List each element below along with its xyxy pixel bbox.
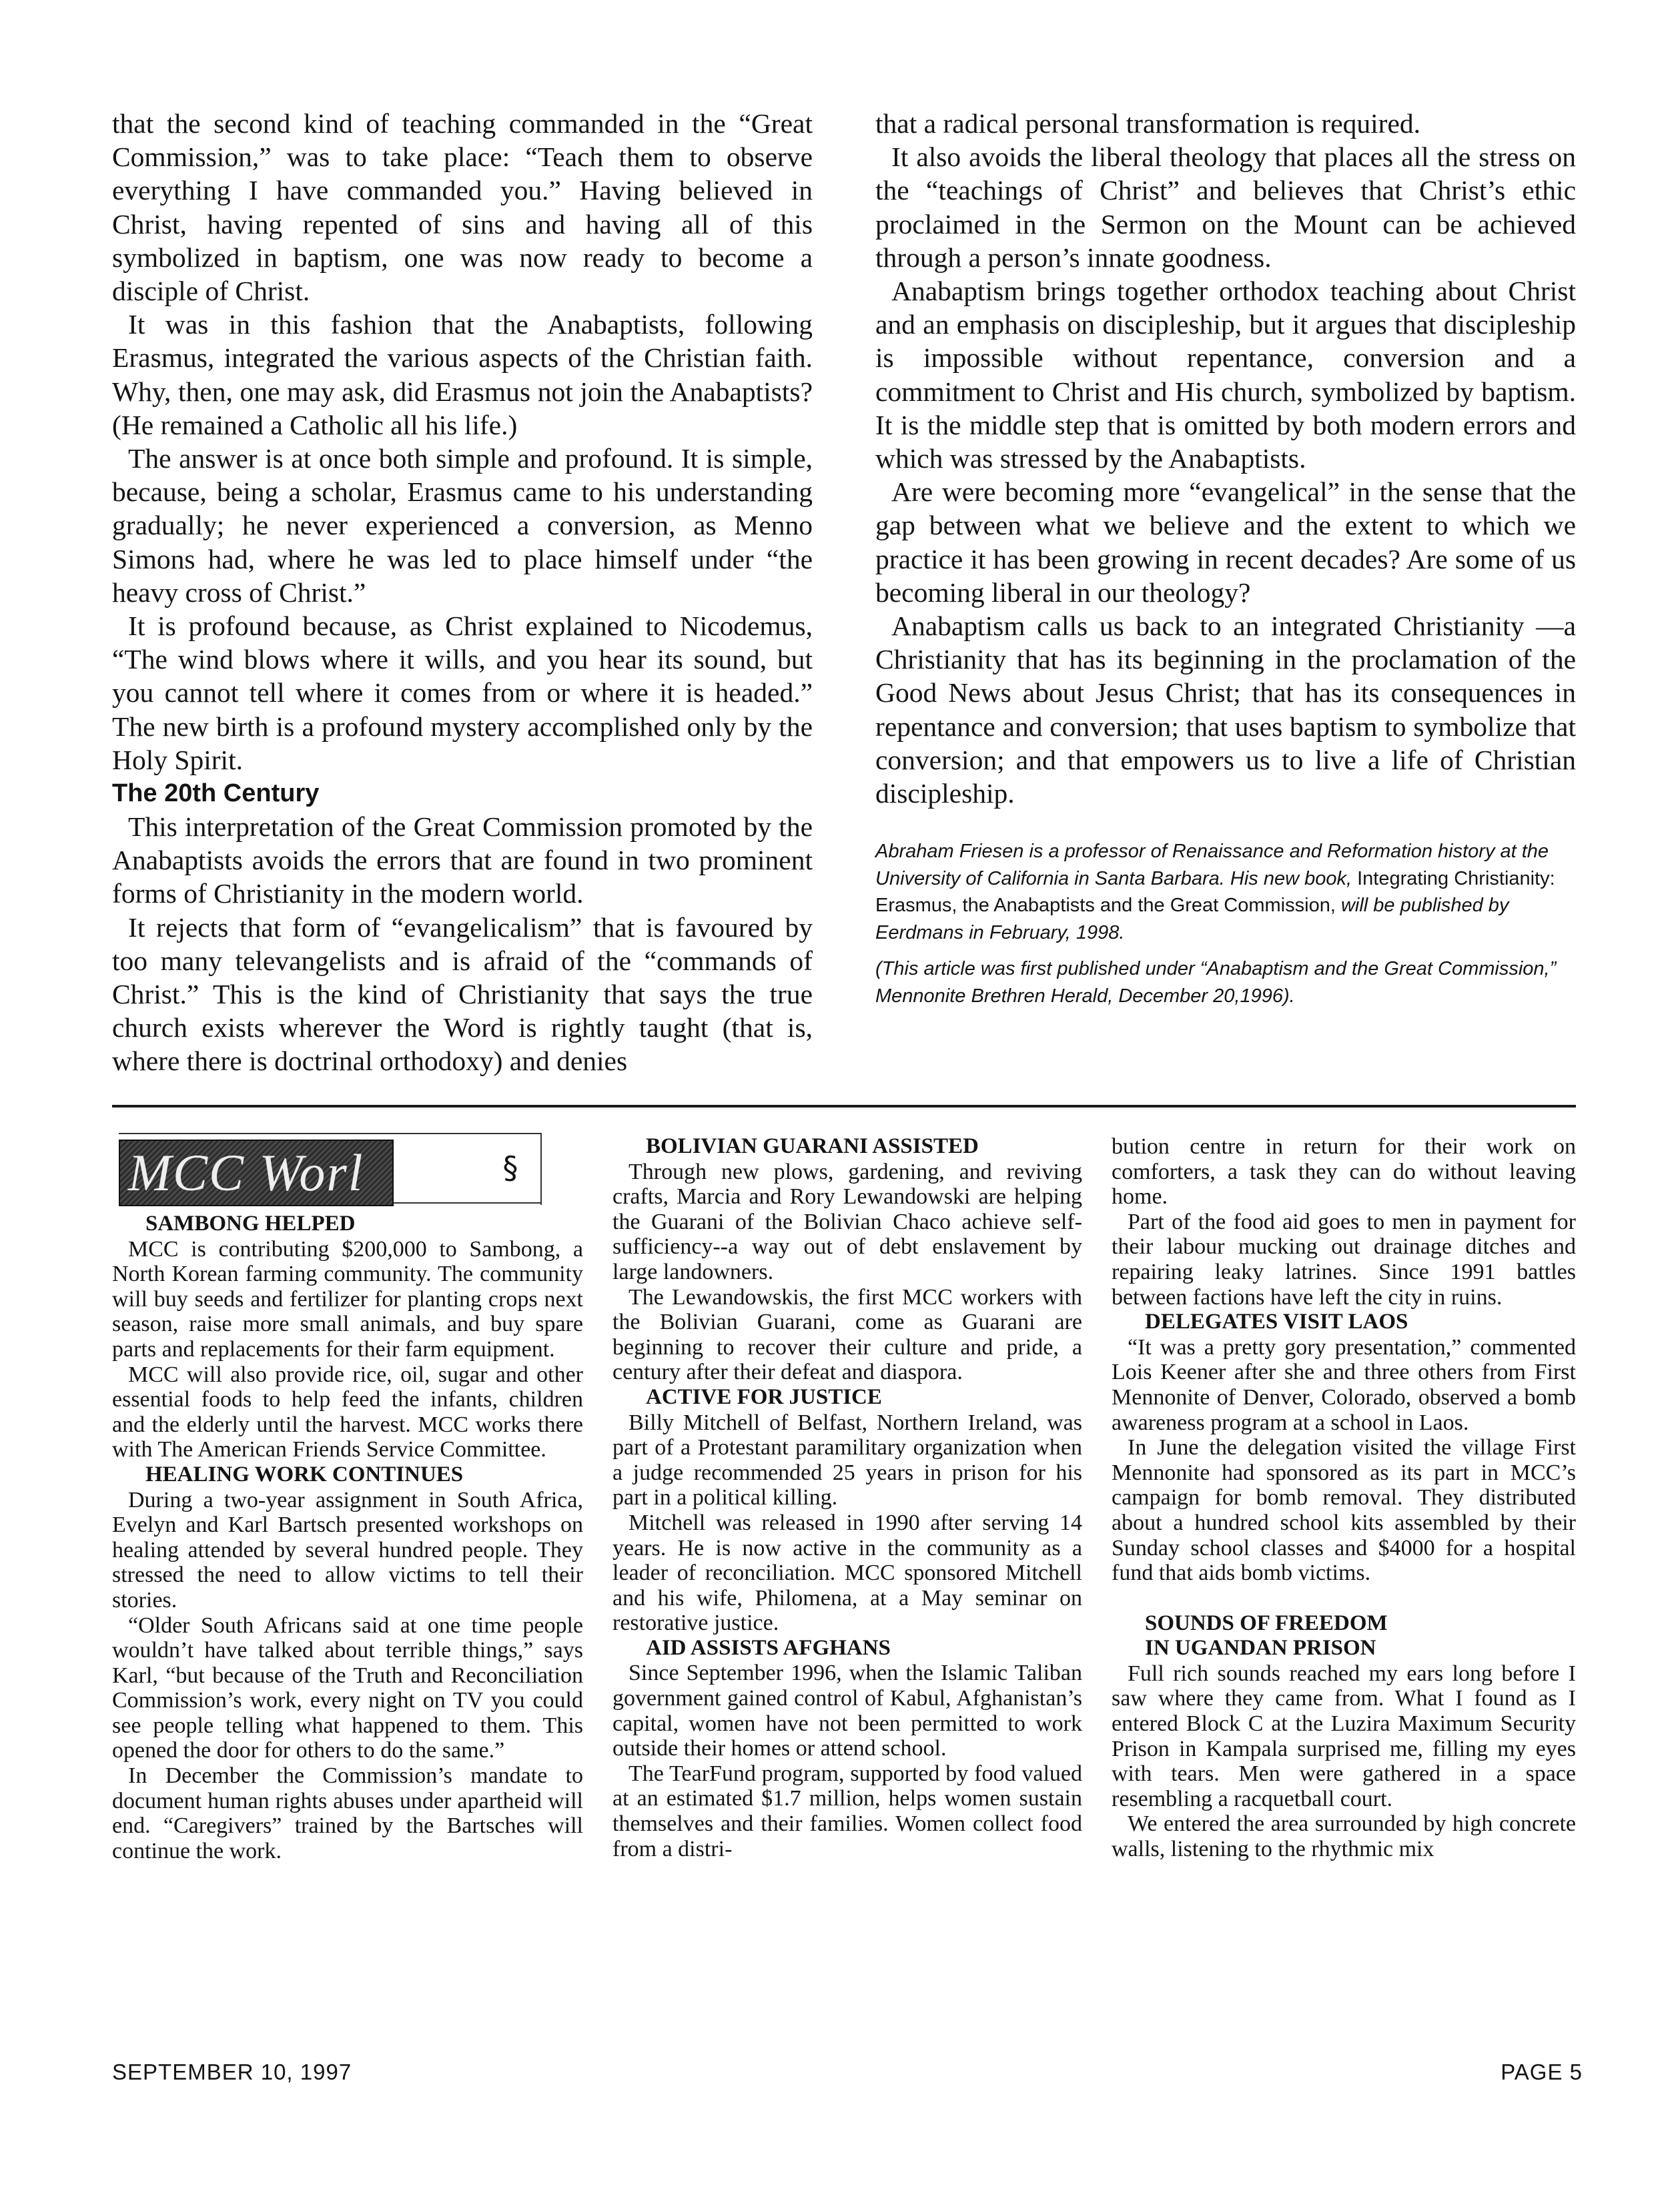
news-paragraph: In December the Commission’s mandate to document human rights abuses under apartheid will end. “Caregivers” trained by the Bartsches will continue the work. xyxy=(112,1763,583,1863)
news-paragraph: bution centre in return for their work on comforters, a task they can do without leaving home. xyxy=(1112,1134,1576,1210)
news-heading: ACTIVE FOR JUSTICE xyxy=(646,1384,882,1409)
article-paragraph: This interpretation of the Great Commission promoted by the Anabaptists avoids the errors that are found in two prominent forms of Christianity in the modern world. xyxy=(112,811,813,909)
article-paragraph: It also avoids the liberal theology that places all the stress on the “teachings of Christ” and believes that Christ’s ethic proclaimed in the Sermon on the Mount can be achieved through a person’s innate goodness. xyxy=(875,141,1576,273)
news-paragraph: We entered the area surrounded by high concrete walls, listening to the rhythmic mix xyxy=(1112,1811,1576,1862)
book-title: Integrating Christianity: Erasmus, the Anabaptists and the Great Commission, xyxy=(875,867,1555,917)
article-paragraph: It is profound because, as Christ explained to Nicodemus, “The wind blows where it wills, and you hear its sound, but you cannot tell where it comes from or where it is headed.” The new birth is a profound mystery accomplished only by the Holy Spirit. xyxy=(112,610,813,775)
first-published-note: (This article was first published under “Anabaptism and the Great Commission,” Mennonite Brethren Herald, December 20,1996). xyxy=(875,958,1557,1007)
mcc-logo-icon: § xyxy=(502,1150,518,1186)
spacer xyxy=(1112,1586,1576,1611)
section-divider xyxy=(112,1105,1576,1108)
news-heading: DELEGATES VISIT LAOS xyxy=(1145,1310,1408,1334)
news-paragraph: Full rich sounds reached my ears long before I saw where they came from. What I found as I entered Block C at the Luzira Maximum Security Prison in Kampala surprised me, filling my eyes with tears. Men were gathered in a space resembling a racquetball court. xyxy=(1112,1661,1576,1811)
mcc-world-banner xyxy=(119,1133,542,1205)
article-paragraph: It was in this fashion that the Anabaptists, following Erasmus, integrated the various aspects of the Christian faith. Why, then, one may ask, did Erasmus not join the Anabaptists? (He remained a Catholic all his life.) xyxy=(112,309,813,440)
article-column-left xyxy=(112,107,813,1078)
article-paragraph: Anabaptism brings together orthodox teaching about Christ and an emphasis on discipleship, but it argues that discipleship is impossible without repentance, conversion and a commitment to Christ and His church, symbolized by baptism. It is the middle step that is omitted by both modern errors and which was stressed by the Anabaptists. xyxy=(875,276,1576,474)
article-paragraph: Anabaptism calls us back to an integrated Christianity —a Christianity that has its beginning in the proclamation of the Good News about Jesus Christ; that has its consequences in repentance and conversion; that uses baptism to symbolize that conversion; and that empowers us to live a life of Christian discipleship. xyxy=(875,610,1576,809)
article-paragraph: Are were becoming more “evangelical” in the sense that the gap between what we believe and the extent to which we practice it has been growing in recent decades? Are some of us becoming liberal in our theology? xyxy=(875,476,1576,608)
news-paragraph: Since September 1996, when the Islamic Taliban government gained control of Kabul, Afghanistan’s capital, women have not been permitted to work outside their homes or attend school. xyxy=(612,1661,1082,1761)
author-bio-text xyxy=(875,838,1576,946)
article-column-right xyxy=(875,107,1576,1009)
news-paragraph: The TearFund program, supported by food valued at an estimated $1.7 million, helps women sustain themselves and their families. Women collect food from a distri- xyxy=(612,1761,1082,1861)
footer-page-number: PAGE 5 xyxy=(1501,2060,1583,2084)
banner-title: MCC Worl xyxy=(128,1144,364,1202)
news-paragraph: Billy Mitchell of Belfast, Northern Ireland, was part of a Protestant paramilitary organization when a judge recommended 25 years in prison for his part in a political killing. xyxy=(612,1410,1082,1510)
article-paragraph: The answer is at once both simple and profound. It is simple, because, being a scholar, Erasmus came to his understanding gradually; he never experienced a conversion, as Menno Simons had, where he was led to place himself under “the heavy cross of Christ.” xyxy=(112,443,813,608)
author-bio-part: will be published by Eerdmans in February, 1998. xyxy=(875,895,1509,943)
news-paragraph: In June the delegation visited the village First Mennonite had sponsored as its part in MCC’s campaign for bomb removal. They distributed about a hundred school kits assembled by their Sunday school classes and $4000 for a hospital fund that aids bomb victims. xyxy=(1112,1435,1576,1586)
news-paragraph: MCC is contributing $200,000 to Sambong, a North Korean farming community. The community will buy seeds and fertilizer for planting crops next season, raise more small animals, and buy spare parts and replacements for their farm equipment. xyxy=(112,1236,583,1362)
news-paragraph: Through new plows, gardening, and reviving crafts, Marcia and Rory Lewandowski are helping the Guarani of the Bolivian Chaco achieve self-sufficiency--a way out of debt enslavement by large landowners. xyxy=(612,1159,1082,1284)
section-heading: The 20th Century xyxy=(112,779,320,808)
news-heading: AID ASSISTS AFGHANS xyxy=(646,1635,891,1660)
news-paragraph: “It was a pretty gory presentation,” commented Lois Keener after she and three others from First Mennonite of Denver, Colorado, observed a bomb awareness program at a school in Laos. xyxy=(1112,1334,1576,1435)
news-paragraph: Mitchell was released in 1990 after serving 14 years. He is now active in the community as a leader of reconciliation. MCC sponsored Mitchell and his wife, Philomena, at a May seminar on restorative justice. xyxy=(612,1510,1082,1636)
news-column-3 xyxy=(1112,1134,1576,1862)
news-column-2 xyxy=(612,1134,1082,1861)
author-bio-part: Abraham Friesen is a professor of Renaissance and Reformation history at the University of California in Santa Barbara. His new book, xyxy=(875,841,1549,889)
banner-title-box xyxy=(119,1140,394,1206)
news-heading: BOLIVIAN GUARANI ASSISTED xyxy=(646,1134,979,1158)
article-paragraph: It rejects that form of “evangelicalism” that is favoured by too many televangelists and is afraid of the “commands of Christ.” This is the kind of Christianity that says the true church exists wherever the Word is rightly taught (that is, where there is doctrinal orthodoxy) and denies xyxy=(112,911,813,1077)
author-bio xyxy=(875,838,1576,1009)
news-heading: HEALING WORK CONTINUES xyxy=(145,1462,464,1486)
footer-date: SEPTEMBER 10, 1997 xyxy=(112,2060,352,2084)
news-column-1 xyxy=(112,1212,583,1863)
article-paragraph: that the second kind of teaching commanded in the “Great Commission,” was to take place: “Teach them to observe everything I have commanded you.” Having believed in Christ, having repented of sins and having all of this symbolized in baptism, one was now ready to become a disciple of Christ. xyxy=(112,108,813,307)
news-paragraph: “Older South Africans said at one time people wouldn’t have talked about terrible things,” says Karl, “but because of the Truth and Reconciliation Commission’s work, every night on TV you could see people telling what happened to them. This opened the door for others to do the same.” xyxy=(112,1613,583,1763)
article-paragraph: that a radical personal transformation is required. xyxy=(875,108,1421,139)
news-paragraph: During a two-year assignment in South Africa, Evelyn and Karl Bartsch presented workshops on healing attended by several hundred people. They stressed the need to allow victims to tell their stories. xyxy=(112,1487,583,1613)
news-heading: SAMBONG HELPED xyxy=(145,1212,356,1236)
news-paragraph: Part of the food aid goes to men in payment for their labour mucking out drainage ditches and repairing leaky latrines. Since 1991 battles between factions have left the city in ruins. xyxy=(1112,1209,1576,1310)
news-heading: SOUNDS OF FREEDOM xyxy=(1145,1611,1388,1635)
news-paragraph: The Lewandowskis, the first MCC workers with the Bolivian Guarani, come as Guarani are beginning to recover their culture and pride, a century after their defeat and diaspora. xyxy=(612,1284,1082,1385)
news-heading: IN UGANDAN PRISON xyxy=(1145,1636,1376,1661)
news-paragraph: MCC will also provide rice, oil, sugar and other essential foods to help feed the infants, children and the elderly until the harvest. MCC works there with The American Friends Service Committee. xyxy=(112,1362,583,1462)
banner-underline xyxy=(394,1202,540,1204)
